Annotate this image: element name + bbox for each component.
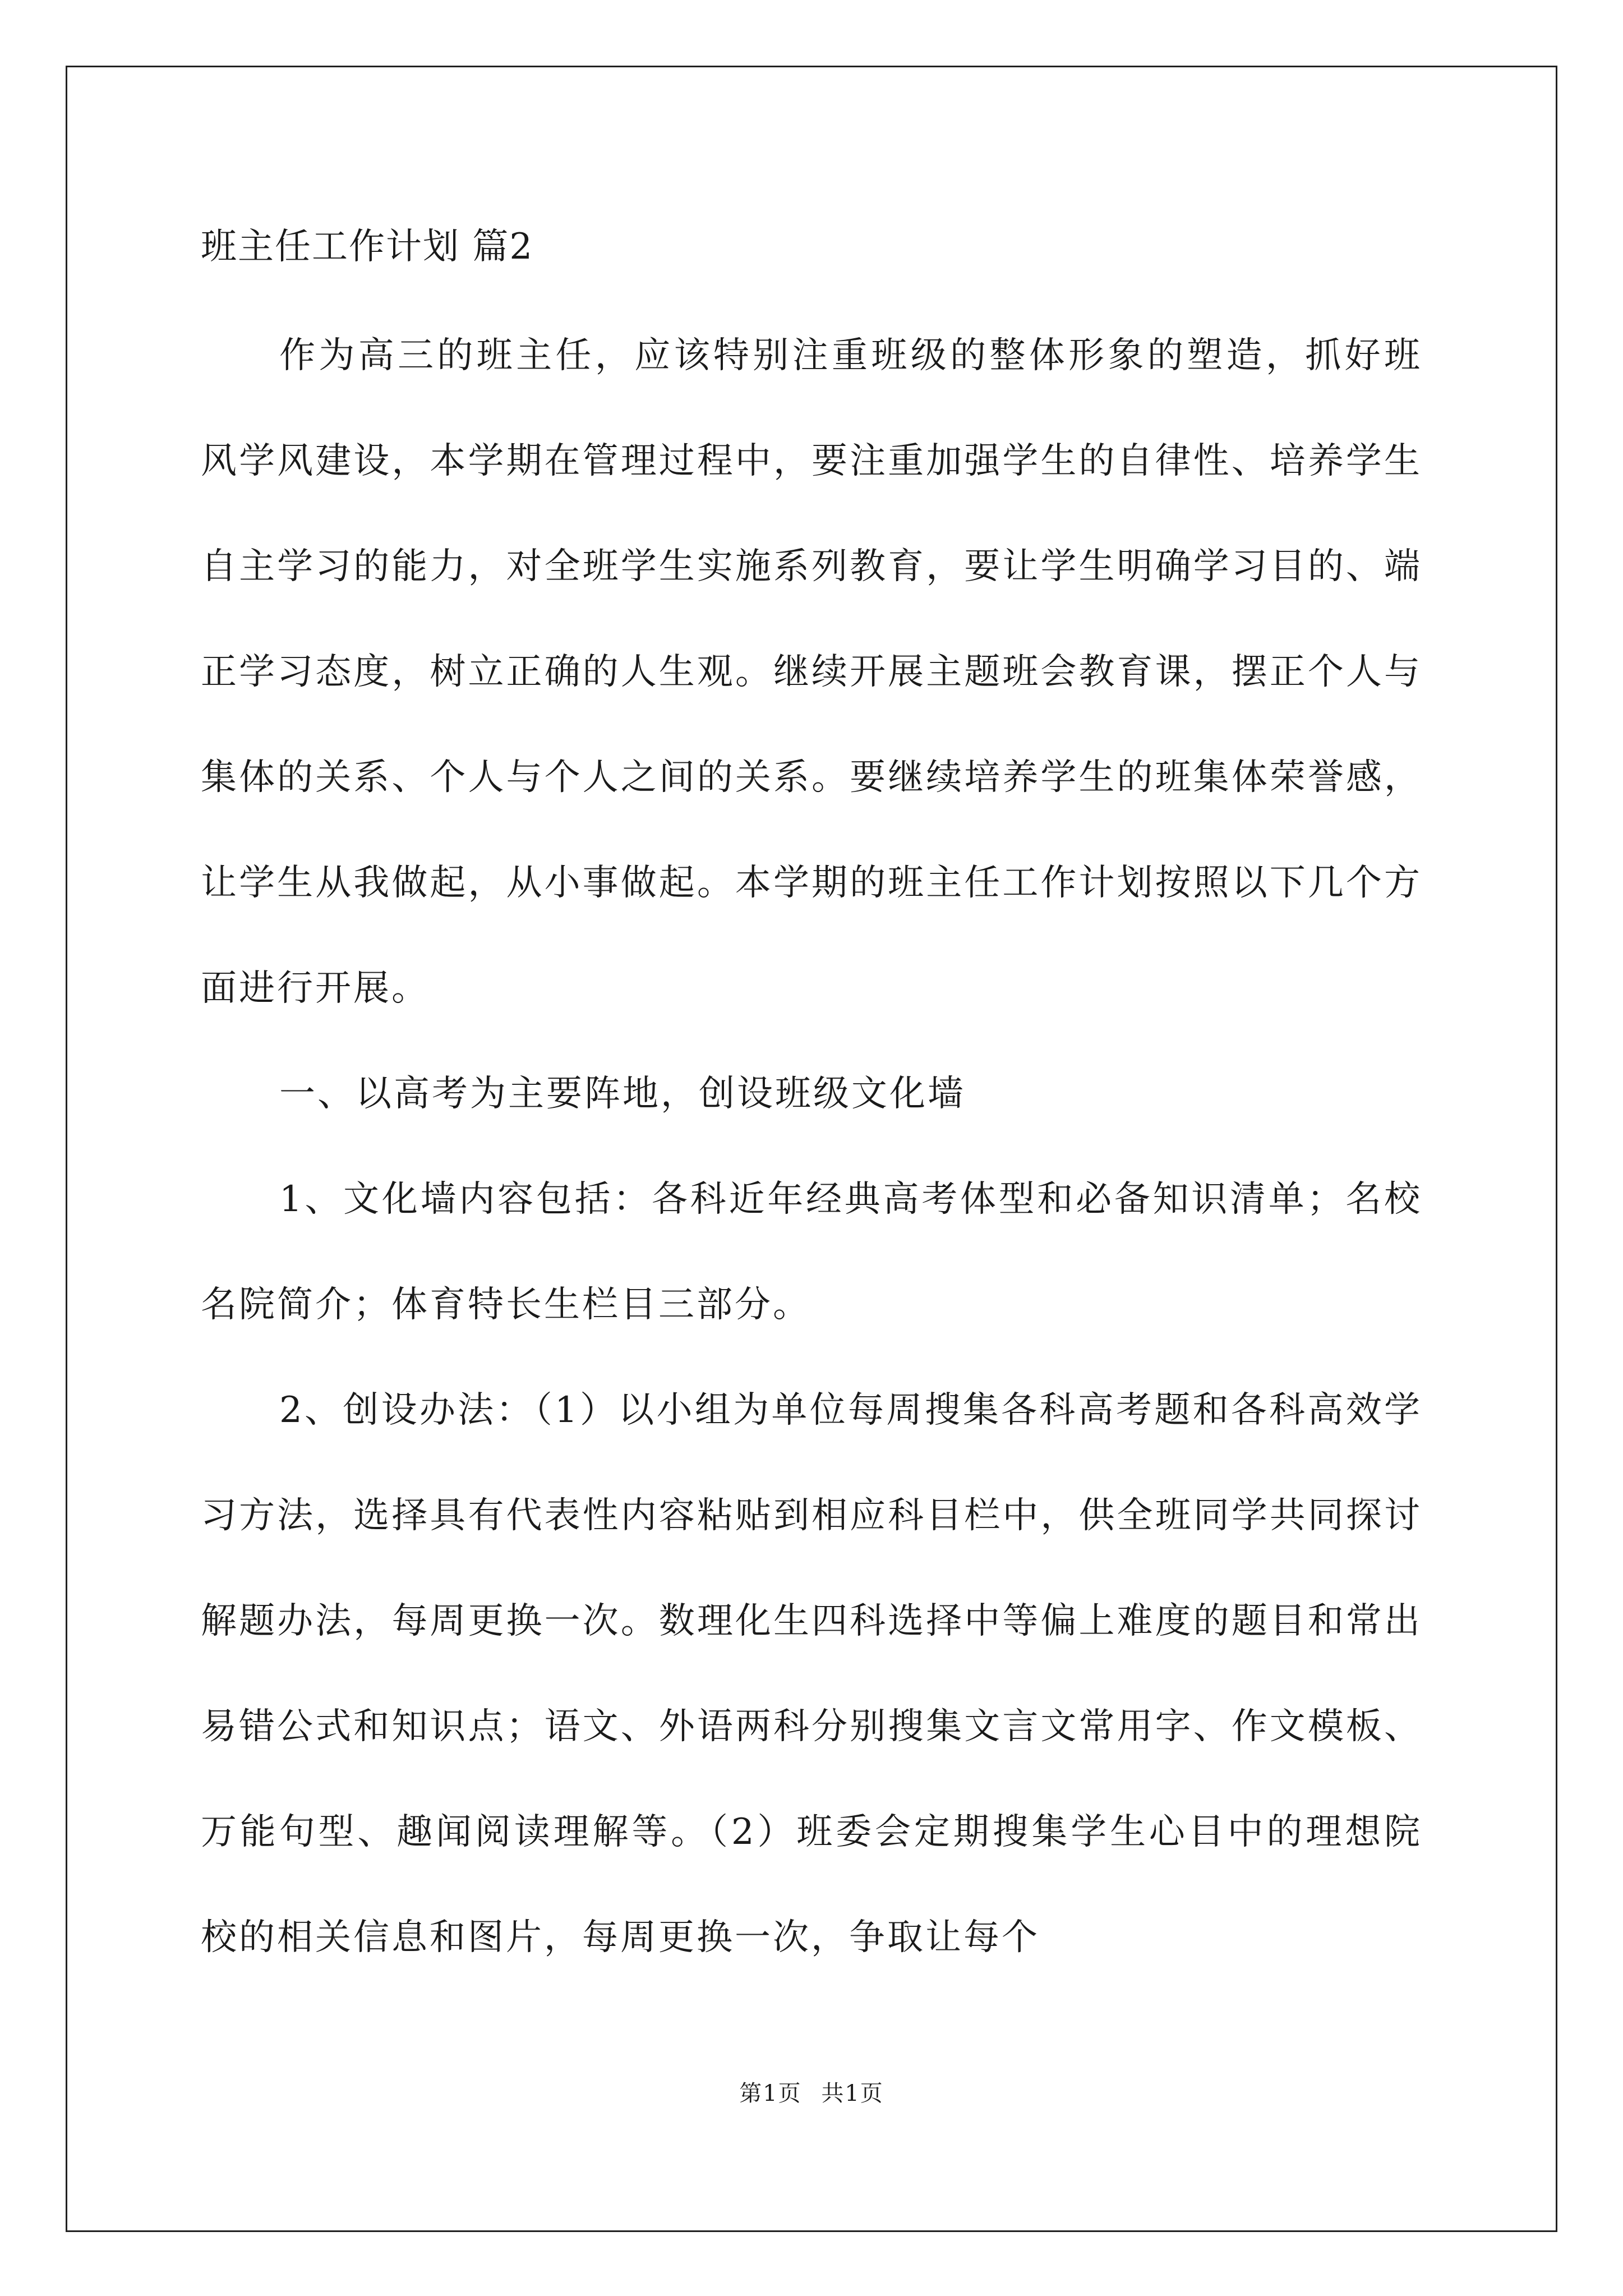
document-body	[201, 213, 1422, 1990]
paragraph-intro: 作为高三的班主任，应该特别注重班级的整体形象的塑造，抓好班风学风建设，本学期在管理过程中，要注重加强学生的自律性、培养学生自主学习的能力，对全班学生实施系列教育，要让学生明确学习目的、端正学习态度，树立正确的人生观。继续开展主题班会教育课，摆正个人与集体的关系、个人与个人之间的关系。要继续培养学生的班集体荣誉感，让学生从我做起，从小事做起。本学期的班主任工作计划按照以下几个方面进行开展。	[201, 335, 1422, 1009]
page-total: 共1页	[821, 2081, 884, 2106]
page-footer	[0, 2076, 1623, 2108]
page-number: 第1页	[739, 2081, 802, 2106]
document-title: 班主任工作计划 篇2	[201, 226, 534, 268]
paragraph-section-heading: 一、以高考为主要阵地，创设班级文化墙	[279, 1073, 966, 1115]
paragraph-item-2: 2、创设办法：（1）以小组为单位每周搜集各科高考题和各科高效学习方法，选择具有代表性内容粘贴到相应科目栏中，供全班同学共同探讨解题办法，每周更换一次。数理化生四科选择中等偏上难度的题目和常出易错公式和知识点；语文、外语两科分别搜集文言文常用字、作文模板、万能句型、趣闻阅读理解等。（2）班委会定期搜集学生心目中的理想院校的相关信息和图片，每周更换一次，争取让每个	[201, 1389, 1422, 1958]
paragraph-item-1: 1、文化墙内容包括：各科近年经典高考体型和必备知识清单；名校名院简介；体育特长生栏目三部分。	[201, 1179, 1422, 1326]
